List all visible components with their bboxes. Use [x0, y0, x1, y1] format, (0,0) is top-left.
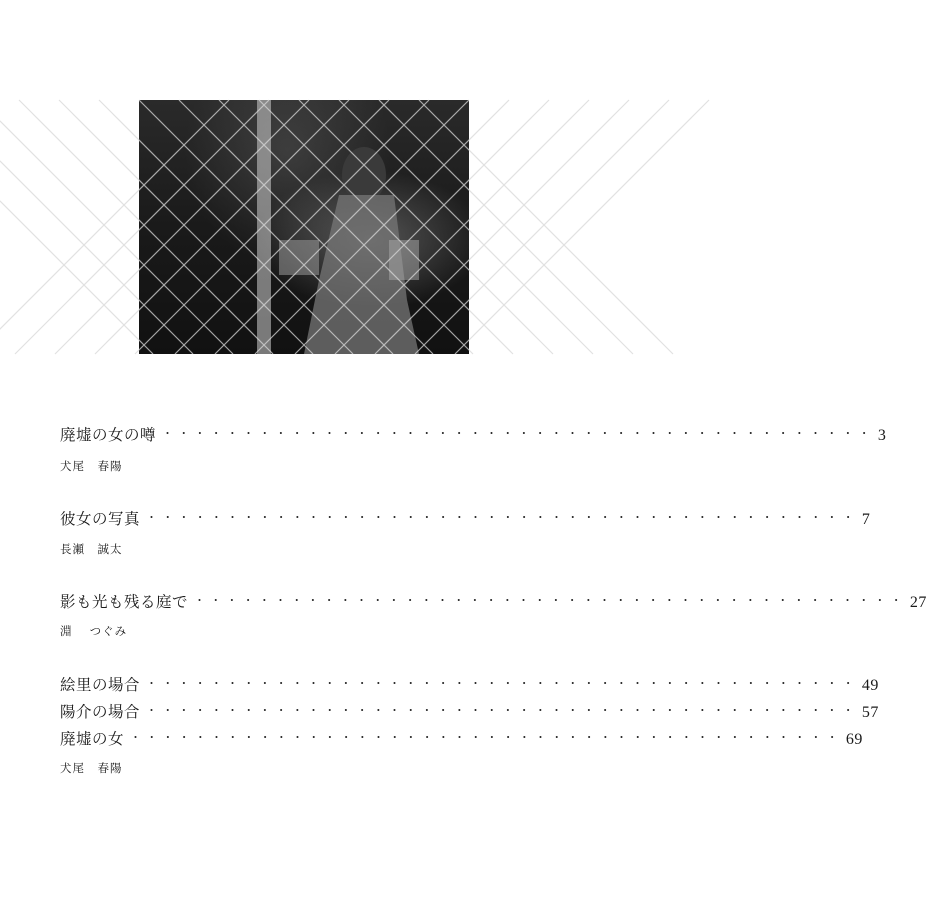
toc-author: 犬尾 春陽 [60, 459, 123, 473]
toc-leader: ・・・・・・・・・・・・・・・・・・・・・・・・・・・・・・・・・・・・・・・・・・・・ [146, 511, 859, 524]
toc-entry-title: 廃墟の女の噂 [60, 426, 157, 444]
toc-entry-title: 廃墟の女 [60, 730, 125, 748]
toc-entry-page: 69 [845, 731, 863, 748]
toc-leader: ・・・・・・・・・・・・・・・・・・・・・・・・・・・・・・・・・・・・・・・・・・・・ [130, 731, 843, 744]
toc-entry-title: 陽介の場合 [60, 703, 141, 721]
toc-entry-title: 彼女の写真 [60, 510, 141, 528]
toc-entry[interactable] [60, 673, 879, 697]
toc-entry-page: 3 [877, 427, 887, 444]
toc-author: 犬尾 春陽 [60, 761, 123, 775]
photo-figure-behind-fence-icon [139, 100, 469, 354]
toc-entry[interactable] [60, 423, 887, 447]
toc-entry-page: 7 [861, 511, 871, 528]
toc-entry-title: 影も光も残る庭で [60, 593, 189, 611]
toc-entry[interactable] [60, 590, 927, 614]
toc-author: 淵 つぐみ [60, 624, 128, 638]
toc-leader: ・・・・・・・・・・・・・・・・・・・・・・・・・・・・・・・・・・・・・・・・・・・・ [146, 704, 859, 717]
toc-entry-page: 27 [909, 594, 927, 611]
toc-entry[interactable] [60, 700, 879, 724]
toc-entry[interactable] [60, 727, 863, 751]
toc-author: 長瀬 誠太 [60, 542, 123, 556]
toc-entry[interactable] [60, 507, 871, 531]
toc-entry-page: 57 [861, 704, 879, 721]
cover-photo [139, 100, 469, 354]
toc-entry-title: 絵里の場合 [60, 676, 141, 694]
toc-leader: ・・・・・・・・・・・・・・・・・・・・・・・・・・・・・・・・・・・・・・・・・・・・ [146, 677, 859, 690]
toc-leader: ・・・・・・・・・・・・・・・・・・・・・・・・・・・・・・・・・・・・・・・・・・・・ [162, 427, 875, 440]
toc-leader: ・・・・・・・・・・・・・・・・・・・・・・・・・・・・・・・・・・・・・・・・・・・・ [194, 594, 907, 607]
toc-entry-page: 49 [861, 677, 879, 694]
